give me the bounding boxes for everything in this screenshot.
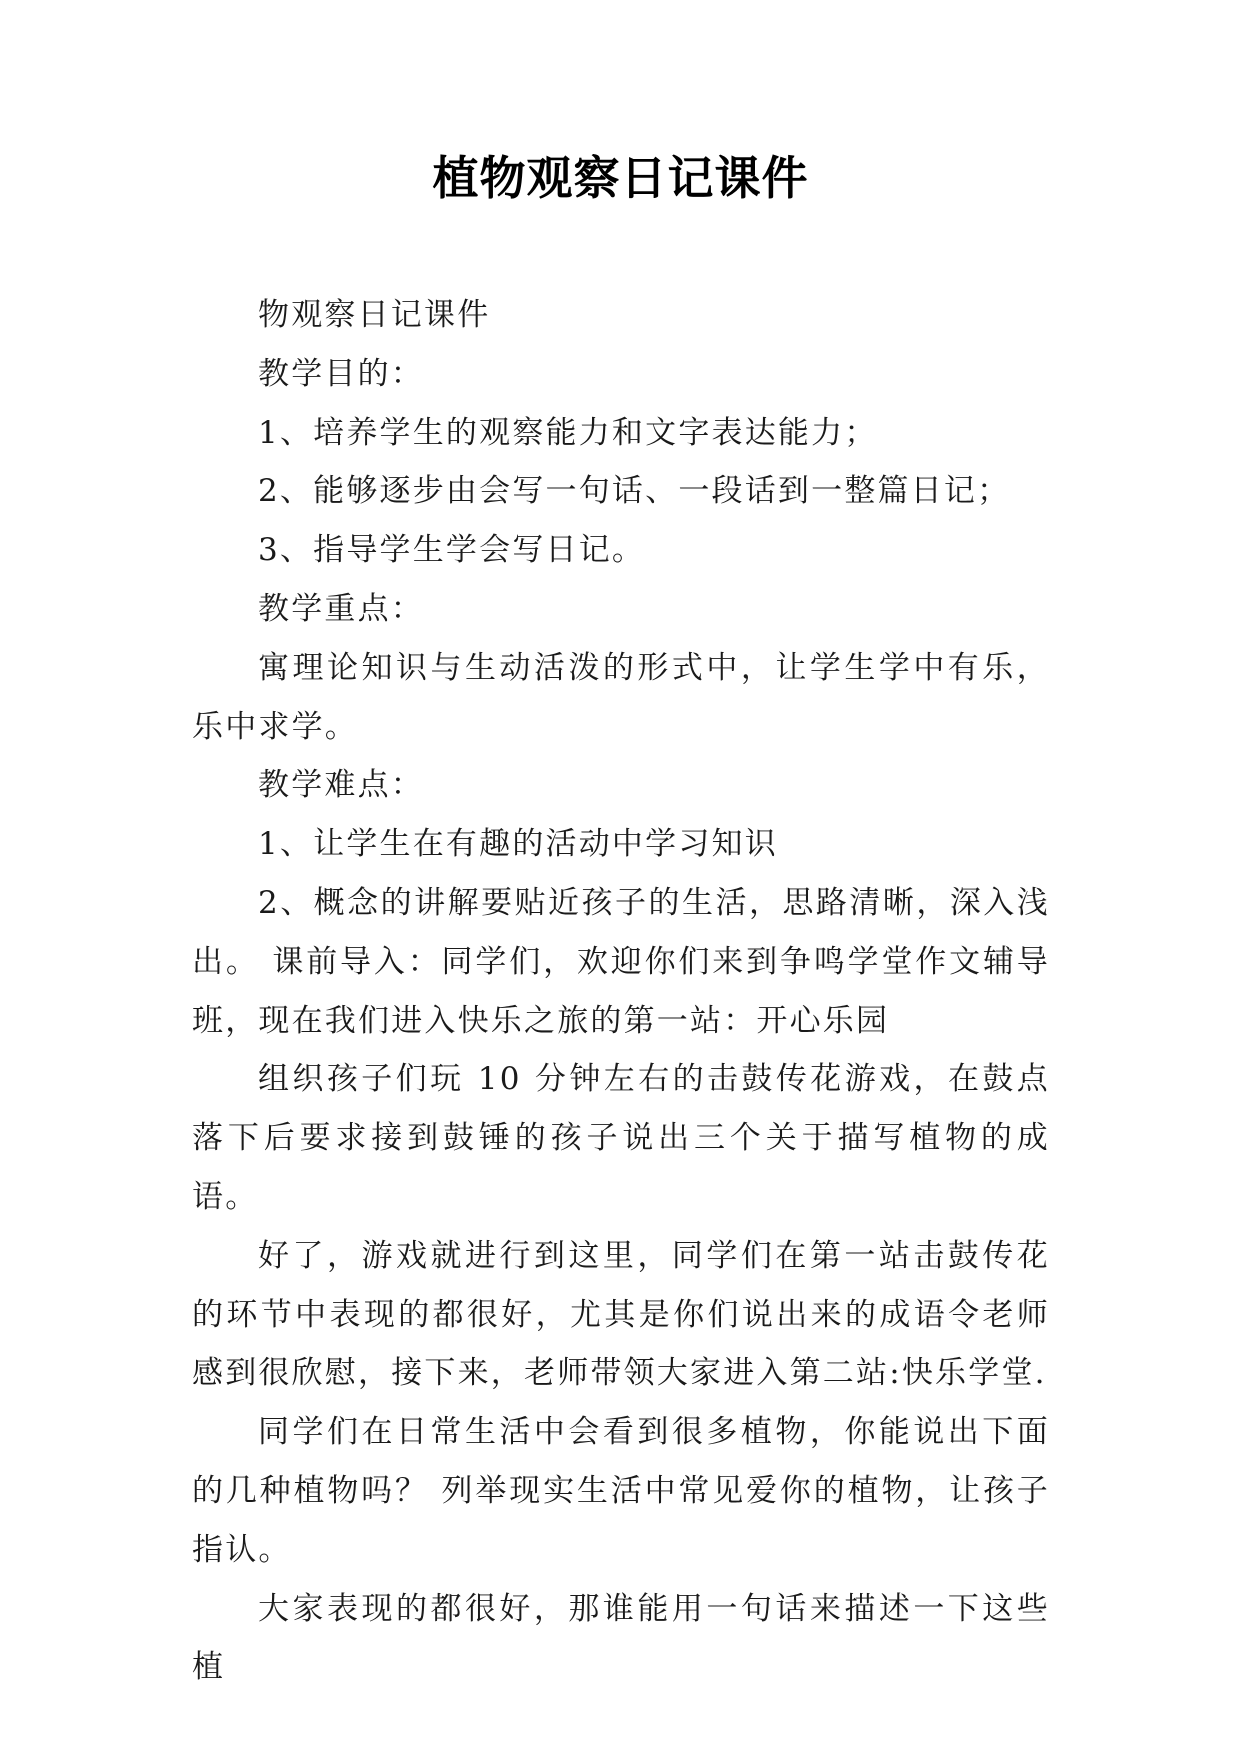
paragraph: 2、能够逐步由会写一句话、一段话到一整篇日记；: [258, 473, 1011, 510]
paragraph: 大家表现的都很好，那谁能用一句话来描述一下这些植: [192, 1590, 1050, 1686]
document-body: [192, 286, 1050, 1697]
paragraph: 好了，游戏就进行到这里，同学们在第一站击鼓传花的环节中表现的都很好，尤其是你们说出来的成语令老师感到很欣慰，接下来，老师带领大家进入第二站:快乐学堂.: [192, 1237, 1050, 1392]
paragraph: 物观察日记课件: [258, 297, 491, 333]
document-title: 植物观察日记课件: [432, 151, 809, 205]
paragraph: 3、指导学生学会写日记。: [258, 532, 646, 569]
paragraph: 同学们在日常生活中会看到很多植物，你能说出下面的几种植物吗？ 列举现实生活中常见爱你的植物，让孩子指认。: [192, 1414, 1050, 1568]
paragraph: 寓理论知识与生动活泼的形式中，让学生学中有乐，乐中求学。: [192, 649, 1050, 745]
paragraph: 组织孩子们玩 10 分钟左右的击鼓传花游戏，在鼓点落下后要求接到鼓锤的孩子说出三个关于描写植物的成语。: [192, 1061, 1050, 1215]
paragraph: 教学难点：: [258, 767, 424, 804]
paragraph: 教学重点：: [258, 590, 424, 627]
paragraph: 1、培养学生的观察能力和文字表达能力；: [258, 414, 878, 451]
paragraph: 1、让学生在有趣的活动中学习知识: [258, 826, 778, 863]
paragraph: 教学目的：: [258, 355, 424, 392]
paragraph: 2、概念的讲解要贴近孩子的生活，思路清晰，深入浅出。 课前导入：同学们，欢迎你们来到争鸣学堂作文辅导班，现在我们进入快乐之旅的第一站：开心乐园: [192, 884, 1050, 1039]
